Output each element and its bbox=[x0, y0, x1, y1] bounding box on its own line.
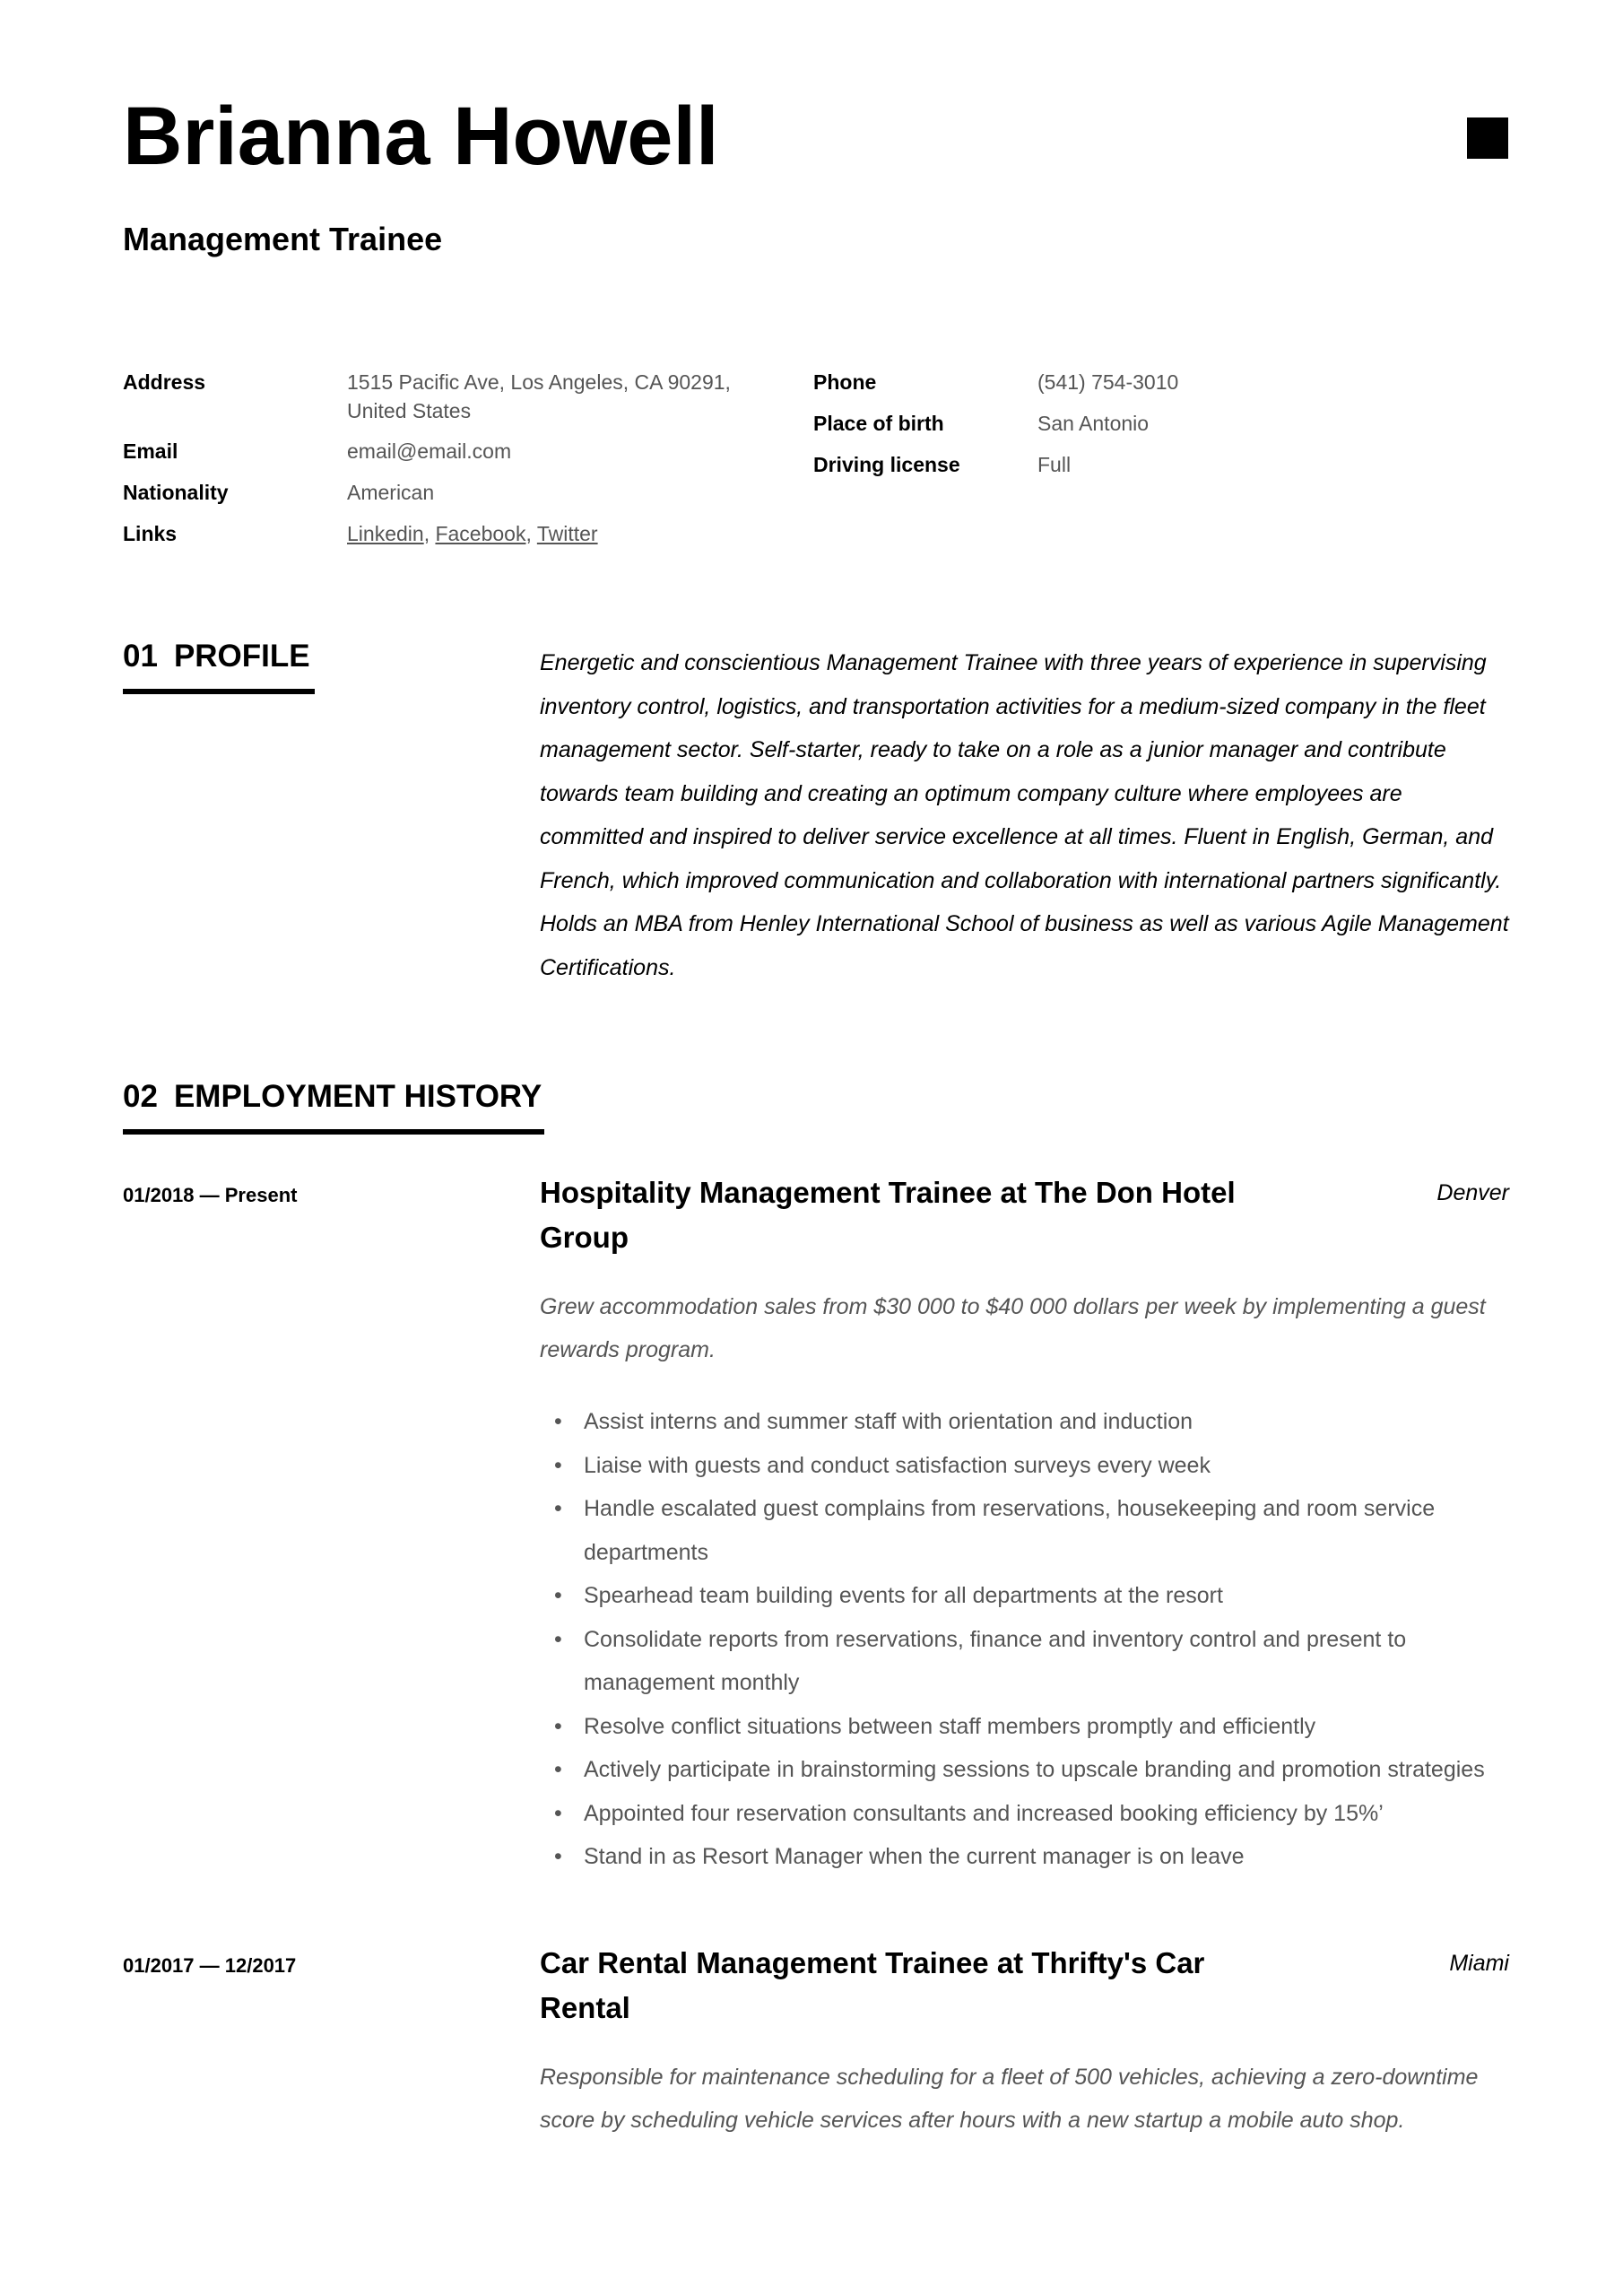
duty-text: Resolve conflict situations between staff members promptly and efficiently bbox=[584, 1713, 1316, 1739]
list-item bbox=[540, 1400, 1510, 1444]
list-item bbox=[540, 1792, 1510, 1836]
phone-value: (541) 754-3010 bbox=[1037, 370, 1179, 394]
bullet-icon: • bbox=[554, 1626, 562, 1652]
employment-section-title: EMPLOYMENT HISTORY bbox=[173, 1079, 542, 1114]
job-location: Miami bbox=[1449, 1951, 1509, 1976]
birthplace-label: Place of birth bbox=[813, 412, 944, 435]
profile-section-title: PROFILE bbox=[173, 639, 310, 674]
facebook-link[interactable]: Facebook bbox=[435, 522, 526, 545]
employment-section-number: 02 bbox=[123, 1079, 158, 1114]
job-title: Hospitality Management Trainee at The Don Hotel Group bbox=[540, 1176, 1236, 1254]
links-label: Links bbox=[123, 522, 178, 545]
duty-text: Consolidate reports from reservations, finance and inventory control and present to management monthly bbox=[584, 1626, 1407, 1695]
profile-section-number: 01 bbox=[123, 639, 158, 674]
bullet-icon: • bbox=[554, 1800, 562, 1826]
duty-text: Handle escalated guest complains from reservations, housekeeping and room service departments bbox=[584, 1496, 1436, 1565]
duty-text: Assist interns and summer staff with orientation and induction bbox=[584, 1409, 1193, 1434]
candidate-job-title: Management Trainee bbox=[123, 221, 443, 257]
bullet-icon: • bbox=[554, 1757, 562, 1782]
list-item bbox=[540, 1748, 1510, 1792]
employment-heading-underline bbox=[123, 1129, 544, 1135]
address-value: 1515 Pacific Ave, Los Angeles, CA 90291, United States bbox=[347, 370, 731, 422]
job-title: Car Rental Management Trainee at Thrifty's Car Rental bbox=[540, 1946, 1205, 2024]
duty-text: Appointed four reservation consultants and increased booking efficiency by 15%’ bbox=[584, 1800, 1384, 1826]
bullet-icon: • bbox=[554, 1452, 562, 1478]
email-label: Email bbox=[123, 439, 178, 463]
list-item bbox=[540, 1705, 1510, 1749]
license-value: Full bbox=[1037, 453, 1072, 476]
twitter-link[interactable]: Twitter bbox=[536, 522, 598, 545]
links-value bbox=[347, 519, 759, 548]
links-separator: , bbox=[423, 522, 436, 545]
duty-text: Liaise with guests and conduct satisfaction surveys every week bbox=[584, 1452, 1211, 1478]
license-label: Driving license bbox=[813, 453, 960, 476]
phone-label: Phone bbox=[813, 370, 877, 394]
bullet-icon: • bbox=[554, 1583, 562, 1608]
bullet-icon: • bbox=[554, 1409, 562, 1434]
job-location: Denver bbox=[1436, 1180, 1509, 1205]
list-item bbox=[540, 1444, 1510, 1488]
profile-summary: Energetic and conscientious Management Trainee with three years of experience in supervising inventory control, logistics, and transportation activities for a medium-sized company in the fleet management sector. Self-starter, ready to take on a role as a junior manager and contribute towards team building and creating an optimum company culture where employees are committed and inspired to deliver service excellence at all times. Fluent in English, German, and French, which improved communication and collaboration with international partners significantly. Holds an MBA from Henley International School of business as well as various Agile Management Certifications. bbox=[540, 650, 1509, 980]
list-item bbox=[540, 1574, 1510, 1618]
address-label: Address bbox=[123, 370, 206, 394]
links-separator: , bbox=[525, 522, 537, 545]
nationality-value: American bbox=[347, 481, 435, 504]
job-summary: Grew accommodation sales from $30 000 to $40 000 dollars per week by implementing a guest rewards program. bbox=[540, 1294, 1486, 1362]
duty-text: Stand in as Resort Manager when the current manager is on leave bbox=[584, 1844, 1245, 1869]
email-value: email@email.com bbox=[347, 439, 512, 463]
duty-text: Spearhead team building events for all departments at the resort bbox=[584, 1583, 1223, 1608]
job-duties-list bbox=[540, 1400, 1510, 1879]
list-item bbox=[540, 1618, 1510, 1705]
profile-heading-underline bbox=[123, 689, 315, 694]
list-item bbox=[540, 1487, 1510, 1574]
decorative-square bbox=[1467, 117, 1508, 159]
candidate-name: Brianna Howell bbox=[123, 91, 719, 182]
birthplace-value: San Antonio bbox=[1037, 412, 1150, 435]
job-dates: 01/2017 — 12/2017 bbox=[123, 1954, 297, 1977]
job-dates: 01/2018 — Present bbox=[123, 1184, 298, 1206]
employment-heading bbox=[123, 1079, 542, 1115]
profile-heading bbox=[123, 639, 310, 674]
linkedin-link[interactable]: Linkedin bbox=[347, 522, 424, 545]
list-item bbox=[540, 1835, 1510, 1879]
nationality-label: Nationality bbox=[123, 481, 229, 504]
duty-text: Actively participate in brainstorming sessions to upscale branding and promotion strategies bbox=[584, 1757, 1485, 1782]
bullet-icon: • bbox=[554, 1713, 562, 1739]
bullet-icon: • bbox=[554, 1844, 562, 1869]
job-summary: Responsible for maintenance scheduling for a fleet of 500 vehicles, achieving a zero-downtime score by scheduling vehicle services after hours with a new startup a mobile auto shop. bbox=[540, 2065, 1479, 2133]
bullet-icon: • bbox=[554, 1496, 562, 1521]
